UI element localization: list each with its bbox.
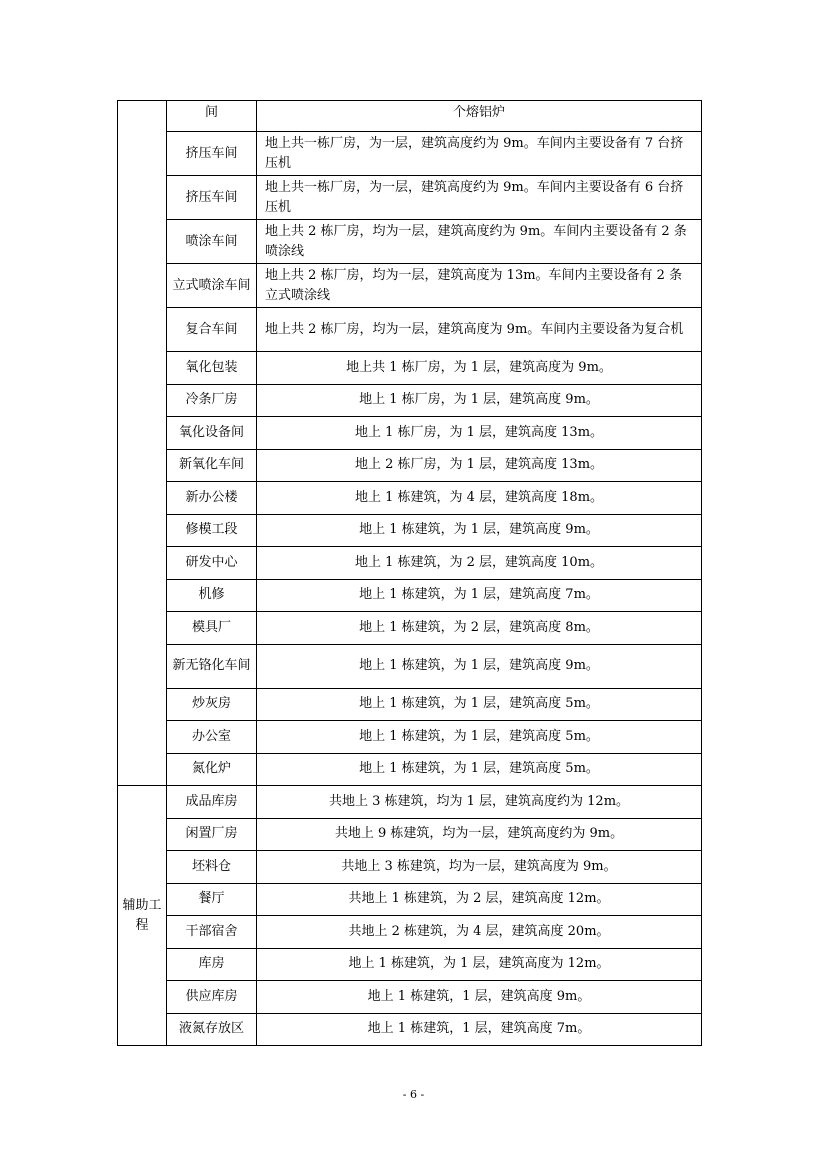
table-row — [118, 547, 702, 580]
table-row — [118, 786, 702, 819]
building-name: 研发中心 — [167, 547, 257, 580]
building-description: 地上共 1 栋厂房，为 1 层，建筑高度为 9m。 — [257, 352, 702, 385]
building-description: 地上 1 栋厂房，为 1 层，建筑高度 13m。 — [257, 417, 702, 450]
building-name: 间 — [167, 101, 257, 132]
building-name: 新办公楼 — [167, 482, 257, 515]
table-row — [118, 981, 702, 1014]
building-name: 供应库房 — [167, 981, 257, 1014]
table-row — [118, 916, 702, 949]
building-description: 地上 1 栋建筑，为 1 层，建筑高度 9m。 — [257, 644, 702, 688]
table-row — [118, 482, 702, 515]
building-description: 地上 1 栋建筑，为 1 层，建筑高度 5m。 — [257, 721, 702, 754]
building-name: 餐厅 — [167, 883, 257, 916]
table-row — [118, 948, 702, 981]
table-row — [118, 883, 702, 916]
table-row — [118, 644, 702, 688]
building-description: 共地上 2 栋建筑，为 4 层，建筑高度 20m。 — [257, 916, 702, 949]
table-row — [118, 449, 702, 482]
building-name: 机修 — [167, 579, 257, 612]
building-description: 个熔铝炉 — [257, 101, 702, 132]
building-description: 地上共 2 栋厂房，均为一层，建筑高度为 13m。车间内主要设备有 2 条立式喷涂线 — [257, 264, 702, 308]
building-description: 地上 1 栋建筑，为 1 层，建筑高度为 12m。 — [257, 948, 702, 981]
building-table — [117, 100, 702, 1046]
building-name: 干部宿舍 — [167, 916, 257, 949]
table-row — [118, 308, 702, 352]
building-name: 坯料仓 — [167, 851, 257, 884]
table-row — [118, 688, 702, 721]
building-description: 地上 1 栋厂房，为 1 层，建筑高度 9m。 — [257, 384, 702, 417]
building-name: 冷条厂房 — [167, 384, 257, 417]
table-row — [118, 753, 702, 786]
building-name: 炒灰房 — [167, 688, 257, 721]
table-row — [118, 721, 702, 754]
table-row — [118, 101, 702, 132]
building-description: 地上 1 栋建筑，为 2 层，建筑高度 10m。 — [257, 547, 702, 580]
table-row — [118, 514, 702, 547]
building-name: 氮化炉 — [167, 753, 257, 786]
building-description: 共地上 9 栋建筑，均为一层，建筑高度约为 9m。 — [257, 818, 702, 851]
table-row — [118, 220, 702, 264]
building-name: 新无铬化车间 — [167, 644, 257, 688]
group2-label: 辅助工程 — [118, 786, 167, 1046]
building-description: 地上 1 栋建筑，为 4 层，建筑高度 18m。 — [257, 482, 702, 515]
building-description: 地上 1 栋建筑，为 1 层，建筑高度 5m。 — [257, 688, 702, 721]
building-name: 新氧化车间 — [167, 449, 257, 482]
page-number: - 6 - — [402, 1088, 425, 1101]
table-row — [118, 1013, 702, 1046]
building-description: 地上 1 栋建筑，为 1 层，建筑高度 9m。 — [257, 514, 702, 547]
table-row — [118, 384, 702, 417]
building-name: 修模工段 — [167, 514, 257, 547]
building-name: 氧化设备间 — [167, 417, 257, 450]
building-name: 办公室 — [167, 721, 257, 754]
building-description: 共地上 3 栋建筑，均为一层，建筑高度为 9m。 — [257, 851, 702, 884]
building-table-body — [118, 101, 702, 1046]
building-description: 地上共一栋厂房，为一层，建筑高度约为 9m。车间内主要设备有 7 台挤压机 — [257, 132, 702, 176]
table-row — [118, 612, 702, 645]
building-name: 成品库房 — [167, 786, 257, 819]
building-description: 地上共 2 栋厂房，均为一层，建筑高度约为 9m。车间内主要设备有 2 条喷涂线 — [257, 220, 702, 264]
table-row — [118, 352, 702, 385]
building-name: 立式喷涂车间 — [167, 264, 257, 308]
building-name: 喷涂车间 — [167, 220, 257, 264]
building-description: 地上 2 栋厂房，为 1 层，建筑高度 13m。 — [257, 449, 702, 482]
building-name: 液氮存放区 — [167, 1013, 257, 1046]
building-description: 共地上 1 栋建筑，为 2 层，建筑高度 12m。 — [257, 883, 702, 916]
building-description: 地上 1 栋建筑，为 1 层，建筑高度 5m。 — [257, 753, 702, 786]
building-description: 共地上 3 栋建筑，均为 1 层，建筑高度约为 12m。 — [257, 786, 702, 819]
building-description: 地上共 2 栋厂房，均为一层，建筑高度为 9m。车间内主要设备为复合机 — [257, 308, 702, 352]
table-row — [118, 176, 702, 220]
building-name: 氧化包装 — [167, 352, 257, 385]
group1-label-cell — [118, 101, 167, 786]
table-row — [118, 579, 702, 612]
building-name: 库房 — [167, 948, 257, 981]
building-description: 地上 1 栋建筑，为 1 层，建筑高度 7m。 — [257, 579, 702, 612]
building-description: 地上 1 栋建筑，为 2 层，建筑高度 8m。 — [257, 612, 702, 645]
building-name: 挤压车间 — [167, 176, 257, 220]
table-row — [118, 417, 702, 450]
table-row — [118, 851, 702, 884]
building-description: 地上 1 栋建筑，1 层，建筑高度 9m。 — [257, 981, 702, 1014]
table-row — [118, 132, 702, 176]
table-row — [118, 818, 702, 851]
building-name: 复合车间 — [167, 308, 257, 352]
building-name: 模具厂 — [167, 612, 257, 645]
building-description: 地上 1 栋建筑，1 层，建筑高度 7m。 — [257, 1013, 702, 1046]
building-name: 闲置厂房 — [167, 818, 257, 851]
table-row — [118, 264, 702, 308]
building-name: 挤压车间 — [167, 132, 257, 176]
building-description: 地上共一栋厂房，为一层，建筑高度约为 9m。车间内主要设备有 6 台挤压机 — [257, 176, 702, 220]
